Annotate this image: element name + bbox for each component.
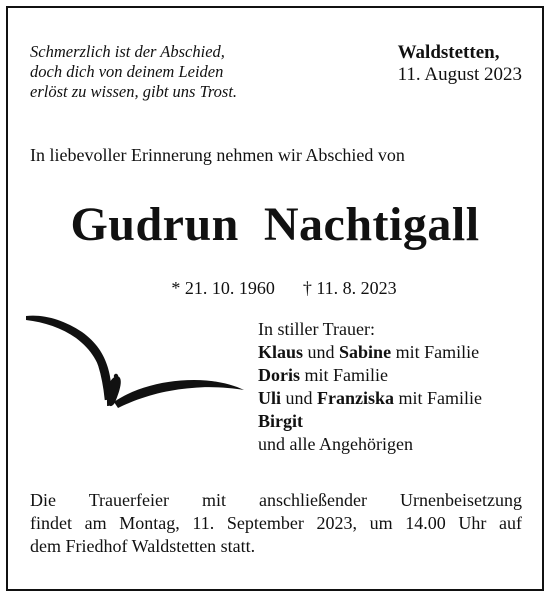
place-and-date <box>398 42 522 86</box>
mourner-name: Doris <box>258 365 300 385</box>
life-dates <box>0 257 550 320</box>
mourner-name: Uli <box>258 388 282 408</box>
mourner-row <box>258 364 482 387</box>
birth-date: * 21. 10. 1960 <box>171 278 275 298</box>
service-line: dem Friedhof Waldstetten statt. <box>30 536 256 556</box>
deceased-name: Gudrun Nachtigall <box>70 198 480 251</box>
mourner-name: Sabine <box>339 342 392 362</box>
family-suffix: mit Familie <box>300 365 388 385</box>
date: 11. August 2023 <box>397 64 522 85</box>
mourner-name: Birgit <box>258 411 303 431</box>
mourner-name: Klaus <box>258 342 304 362</box>
mourner-name: Franziska <box>317 388 395 408</box>
mourners-list <box>258 318 482 456</box>
service-line: findet am Montag, 11. September 2023, um 14.00 Uhr auf <box>30 513 522 533</box>
seagull-icon <box>24 312 252 412</box>
connector-text: und <box>303 342 340 362</box>
mourner-row <box>258 410 482 433</box>
service-line: Die Trauerfeier mit anschließender Urnenbeisetzung <box>30 490 522 510</box>
motto-line: doch dich von deinem Leiden <box>30 62 224 81</box>
mourners-heading: In stiller Trauer: <box>258 319 375 339</box>
intro-text: In liebevoller Erinnerung nehmen wir Abschied von <box>30 145 405 165</box>
motto-line: erlöst zu wissen, gibt uns Trost. <box>30 82 238 101</box>
motto-line: Schmerzlich ist der Abschied, <box>30 42 225 61</box>
mourners-closing: und alle Angehörigen <box>258 434 413 454</box>
mourner-row <box>258 341 482 364</box>
mourner-row <box>258 387 482 410</box>
place: Waldstetten, <box>397 42 500 63</box>
service-announcement <box>30 489 522 558</box>
family-suffix: mit Familie <box>391 342 480 362</box>
death-date: † 11. 8. 2023 <box>302 278 397 298</box>
motto-verse <box>30 42 237 102</box>
connector-text: und <box>281 388 318 408</box>
family-suffix: mit Familie <box>394 388 483 408</box>
